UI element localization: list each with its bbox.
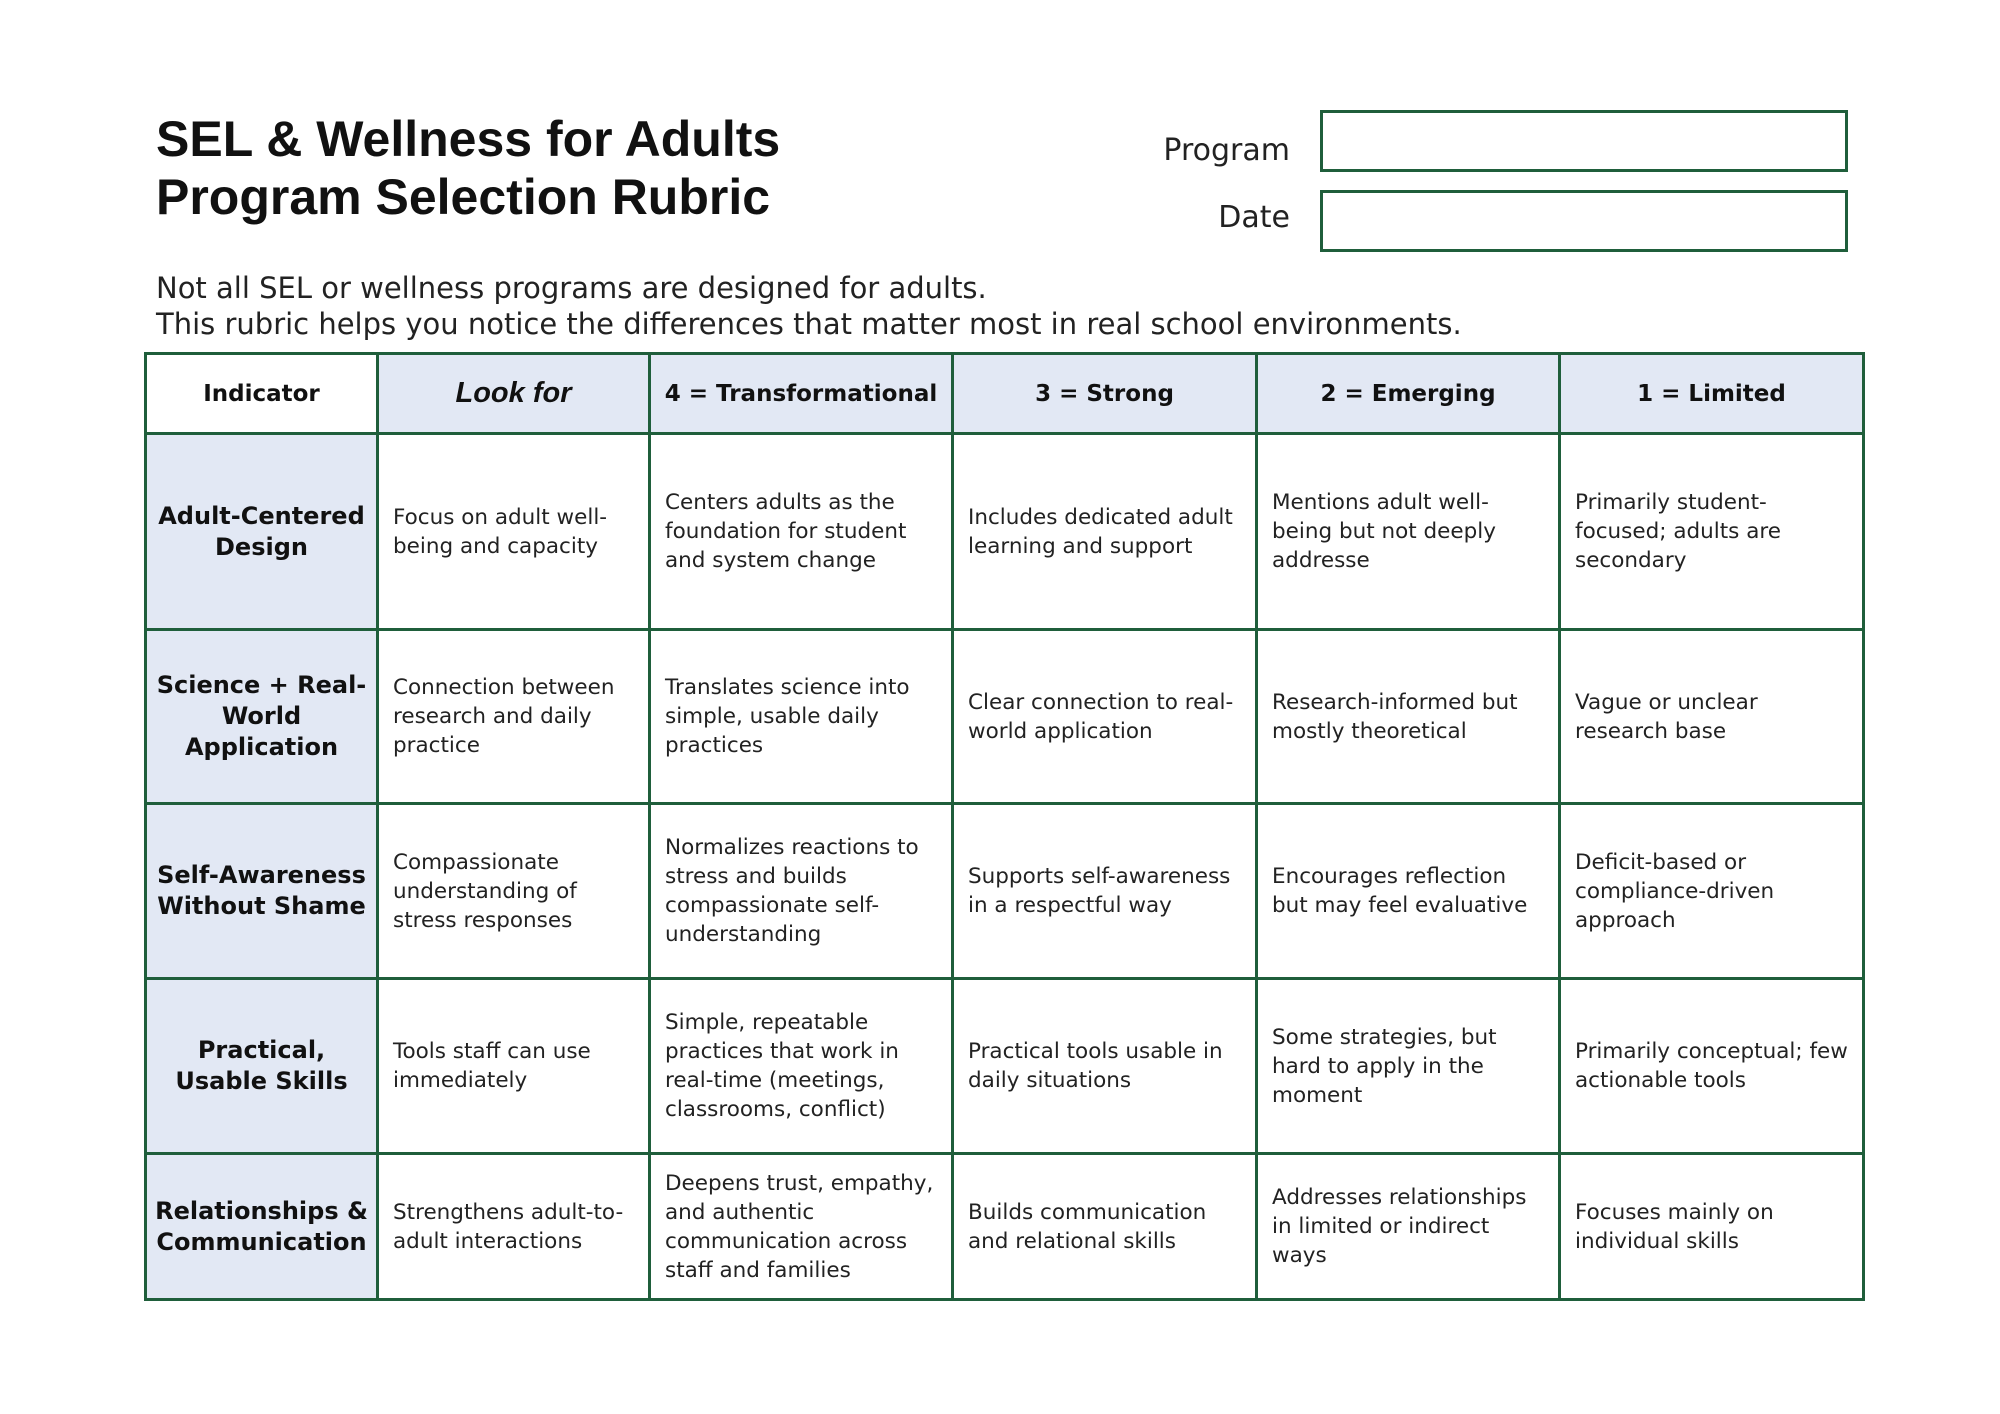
level-2-cell: Mentions adult well-being but not deeply addresse (1257, 434, 1560, 630)
level-4-cell: Centers adults as the foundation for student and system change (650, 434, 953, 630)
level-2-cell: Addresses relationships in limited or indirect ways (1257, 1154, 1560, 1300)
intro-line-1: Not all SEL or wellness programs are designed for adults. (156, 271, 987, 305)
level-2-cell: Some strategies, but hard to apply in the moment (1257, 979, 1560, 1154)
indicator-cell: Adult-Centered Design (146, 434, 378, 630)
table-row (146, 1154, 1864, 1300)
indicator-cell: Practical, Usable Skills (146, 979, 378, 1154)
date-label: Date (1218, 200, 1290, 235)
header-look-for: Look for (378, 354, 650, 434)
level-1-cell: Vague or unclear research base (1560, 630, 1864, 804)
rubric-table (144, 352, 1865, 1301)
look-for-cell: Tools staff can use immediately (378, 979, 650, 1154)
intro-text (156, 270, 1856, 342)
page-title (156, 110, 956, 226)
table-row (146, 804, 1864, 979)
level-3-cell: Practical tools usable in daily situations (953, 979, 1257, 1154)
level-1-cell: Primarily student-focused; adults are secondary (1560, 434, 1864, 630)
title-line-1: SEL & Wellness for Adults (156, 111, 781, 167)
look-for-cell: Strengthens adult-to-adult interactions (378, 1154, 650, 1300)
indicator-cell: Science + Real-World Application (146, 630, 378, 804)
level-3-cell: Supports self-awareness in a respectful way (953, 804, 1257, 979)
table-row (146, 979, 1864, 1154)
level-2-cell: Encourages reflection but may feel evaluative (1257, 804, 1560, 979)
indicator-cell: Self-Awareness Without Shame (146, 804, 378, 979)
header-level-3: 3 = Strong (953, 354, 1257, 434)
header-indicator: Indicator (146, 354, 378, 434)
table-row (146, 434, 1864, 630)
header-level-2: 2 = Emerging (1257, 354, 1560, 434)
title-line-2: Program Selection Rubric (156, 169, 771, 225)
header-level-1: 1 = Limited (1560, 354, 1864, 434)
level-4-cell: Translates science into simple, usable daily practices (650, 630, 953, 804)
level-1-cell: Primarily conceptual; few actionable tools (1560, 979, 1864, 1154)
header-row (146, 354, 1864, 434)
program-label: Program (1163, 133, 1290, 168)
header-level-4: 4 = Transformational (650, 354, 953, 434)
program-field[interactable] (1320, 110, 1848, 172)
level-1-cell: Deficit-based or compliance-driven approach (1560, 804, 1864, 979)
table-row (146, 630, 1864, 804)
level-4-cell: Simple, repeatable practices that work in real-time (meetings, classrooms, conflict) (650, 979, 953, 1154)
look-for-cell: Compassionate understanding of stress responses (378, 804, 650, 979)
level-4-cell: Deepens trust, empathy, and authentic communication across staff and families (650, 1154, 953, 1300)
level-3-cell: Builds communication and relational skills (953, 1154, 1257, 1300)
date-field[interactable] (1320, 190, 1848, 252)
look-for-cell: Connection between research and daily practice (378, 630, 650, 804)
intro-line-2: This rubric helps you notice the differences that matter most in real school environments. (156, 307, 1462, 341)
level-3-cell: Includes dedicated adult learning and support (953, 434, 1257, 630)
level-4-cell: Normalizes reactions to stress and builds compassionate self-understanding (650, 804, 953, 979)
level-1-cell: Focuses mainly on individual skills (1560, 1154, 1864, 1300)
look-for-cell: Focus on adult well-being and capacity (378, 434, 650, 630)
level-2-cell: Research-informed but mostly theoretical (1257, 630, 1560, 804)
level-3-cell: Clear connection to real-world application (953, 630, 1257, 804)
indicator-cell: Relationships & Communication (146, 1154, 378, 1300)
